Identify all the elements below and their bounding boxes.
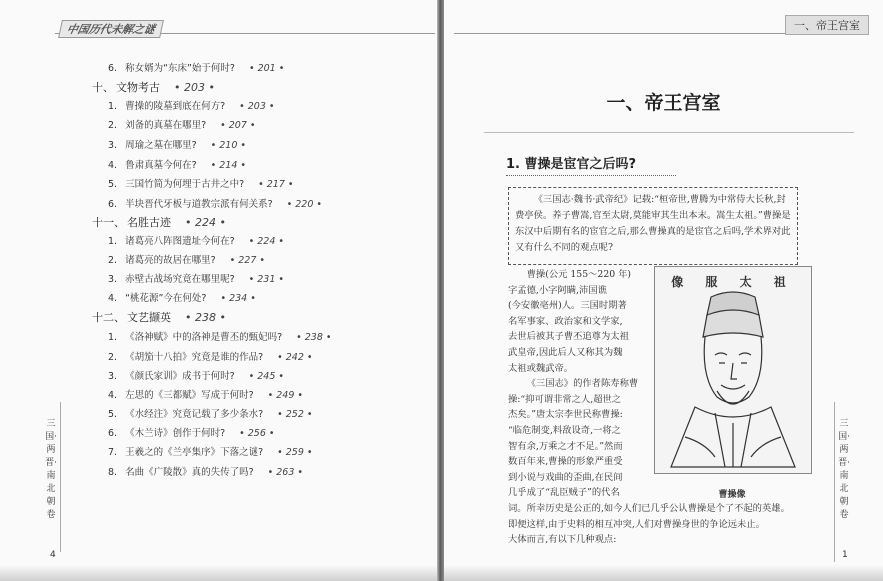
toc-page: • 252 • bbox=[277, 409, 313, 420]
toc-number: 1. bbox=[108, 332, 118, 343]
section-underline bbox=[506, 175, 676, 176]
running-title-right: 一、帝王宫室 bbox=[785, 15, 869, 35]
side-tab-left: 三国·两晋·南北朝卷 bbox=[45, 419, 57, 520]
toc-title: 文艺撷英 bbox=[127, 311, 171, 324]
toc-entry bbox=[108, 464, 303, 478]
toc-section bbox=[92, 214, 226, 230]
toc-entry bbox=[108, 271, 284, 285]
toc-title: 诸葛亮八阵图遗址今何在? bbox=[125, 236, 235, 247]
section-heading: 1. 曹操是宦官之后吗? bbox=[506, 157, 637, 172]
body-line: 大体而言,有以下几种观点: bbox=[508, 534, 617, 546]
toc-section bbox=[92, 309, 226, 325]
toc-title: 周瑜之墓在哪里? bbox=[125, 140, 197, 151]
book-spine bbox=[437, 0, 444, 581]
toc-number: 2. bbox=[108, 120, 118, 131]
right-page bbox=[444, 0, 883, 581]
toc-page: • 203 • bbox=[239, 101, 275, 112]
toc-page: • 207 • bbox=[220, 120, 256, 131]
portrait-caption: 曹操像 bbox=[718, 490, 746, 500]
toc-title: 王羲之的《兰亭集序》下落之谜? bbox=[125, 447, 264, 458]
toc-page: • 256 • bbox=[239, 428, 275, 439]
toc-page: • 224 • bbox=[248, 236, 285, 247]
body-line: 几乎成了“乱臣贼子”的代名 bbox=[508, 487, 620, 499]
toc-page: • 259 • bbox=[277, 447, 313, 458]
toc-number: 6. bbox=[108, 199, 118, 210]
toc-page: • 249 • bbox=[267, 390, 304, 401]
body-text-wide bbox=[508, 501, 858, 548]
toc-entry bbox=[108, 444, 313, 458]
toc-entry bbox=[108, 117, 256, 131]
toc-title: 《洛神赋》中的洛神是曹丕的甄妃吗? bbox=[125, 332, 283, 343]
toc-entry bbox=[108, 349, 313, 363]
toc-entry bbox=[108, 233, 284, 247]
toc-number: 5. bbox=[108, 179, 118, 190]
toc-number: 7. bbox=[108, 447, 118, 458]
toc-title: 三国竹简为何埋于古井之中? bbox=[125, 179, 245, 190]
page-edge-right bbox=[444, 565, 883, 581]
toc-number: 4. bbox=[108, 390, 118, 401]
side-tab-rule-right bbox=[834, 402, 835, 562]
body-line: 词。所幸历史是公正的,如今人们已几乎公认曹操是个了不起的英雄。 bbox=[508, 503, 790, 514]
toc-number: 十、 bbox=[92, 81, 114, 94]
body-line: 名军事家、政治家和文学家, bbox=[508, 315, 623, 327]
toc-title: 《水经注》究竟记载了多少条水? bbox=[125, 409, 264, 420]
toc-page: • 214 • bbox=[210, 160, 247, 171]
chapter-rule bbox=[484, 132, 854, 133]
toc-entry bbox=[108, 425, 275, 439]
toc-number: 3. bbox=[108, 371, 118, 382]
chapter-title: 一、帝王宫室 bbox=[606, 92, 721, 114]
toc-entry bbox=[108, 252, 265, 266]
body-line: 杰矣。”唐太宗李世民称曹操: bbox=[508, 409, 623, 421]
toc-page: • 263 • bbox=[267, 467, 304, 478]
body-text-column bbox=[508, 267, 654, 501]
toc-number: 十一、 bbox=[92, 216, 125, 229]
portrait-title: 像 服 太 祖 bbox=[671, 275, 795, 289]
toc-title: 《木兰诗》创作于何时? bbox=[125, 428, 226, 439]
toc-number: 2. bbox=[108, 352, 118, 363]
toc-title: “桃花源”今在何处? bbox=[125, 293, 207, 304]
toc-page: • 203 • bbox=[174, 81, 215, 94]
toc-number: 十二、 bbox=[92, 311, 125, 324]
toc-title: 称女婿为“东床”始于何时? bbox=[125, 63, 235, 74]
side-tab-right: 三国·两晋·南北朝卷 bbox=[838, 419, 850, 520]
page-number-right: 1 bbox=[842, 550, 848, 560]
body-line: 操:“抑可谓非常之人,超世之 bbox=[508, 393, 622, 405]
page-edge-left bbox=[0, 565, 437, 581]
toc-section bbox=[92, 79, 215, 95]
intro-quote-box: 《三国志·魏书·武帝纪》记载:“桓帝世,曹腾为中常侍大长秋,封费亭侯。养子曹嵩,官至太尉,莫能审其生出本末。嵩生太祖。”曹操是东汉中后期有名的宦官之后,那么曹操真的是宦官之后吗,学术界对此又有什么不同的观点呢? bbox=[508, 187, 798, 265]
toc-page: • 242 • bbox=[277, 352, 313, 363]
toc-entry bbox=[108, 157, 246, 171]
toc-entry bbox=[108, 329, 332, 343]
toc-title: 名曲《广陵散》真的失传了吗? bbox=[125, 467, 254, 478]
portrait-drawing bbox=[655, 267, 811, 473]
toc-number: 2. bbox=[108, 255, 118, 266]
toc-number: 4. bbox=[108, 160, 118, 171]
page-number-left: 4 bbox=[50, 550, 56, 560]
toc-page: • 220 • bbox=[286, 199, 323, 210]
toc-number: 1. bbox=[108, 236, 118, 247]
toc-number: 4. bbox=[108, 293, 118, 304]
toc-title: 名胜古迹 bbox=[127, 216, 171, 229]
body-line: 智有余,万乘之才不足。”然而 bbox=[508, 440, 623, 452]
toc-page: • 201 • bbox=[248, 63, 285, 74]
toc-entry bbox=[108, 137, 246, 151]
toc-number: 3. bbox=[108, 140, 118, 151]
toc-title: 《胡笳十八拍》究竟是谁的作品? bbox=[125, 352, 264, 363]
toc-title: 赤壁古战场究竟在哪里呢? bbox=[125, 274, 235, 285]
body-line: 太祖或魏武帝。 bbox=[508, 362, 574, 374]
header-rule bbox=[454, 33, 837, 34]
toc-title: 鲁肃真墓今何在? bbox=[125, 160, 197, 171]
toc-number: 1. bbox=[108, 101, 118, 112]
running-title-left: 中国历代未解之谜 bbox=[58, 20, 164, 38]
toc-page: • 210 • bbox=[210, 140, 247, 151]
toc-page: • 238 • bbox=[185, 311, 226, 324]
toc-title: 曹操的陵墓到底在何方? bbox=[125, 101, 226, 112]
side-tab-rule bbox=[60, 402, 61, 552]
body-line: 曹操(公元 155～220 年) bbox=[526, 269, 632, 280]
toc-page: • 227 • bbox=[229, 255, 266, 266]
body-line: (今安徽亳州)人。三国时期著 bbox=[508, 300, 627, 312]
body-line: 武皇帝,因此后人又称其为魏 bbox=[508, 346, 623, 358]
toc-entry bbox=[108, 60, 284, 74]
toc-entry bbox=[108, 176, 294, 190]
toc-page: • 224 • bbox=[185, 216, 226, 229]
toc-number: 5. bbox=[108, 409, 118, 420]
toc-number: 3. bbox=[108, 274, 118, 285]
toc-page: • 234 • bbox=[220, 293, 256, 304]
body-line: 《三国志》的作者陈寿称曹 bbox=[526, 378, 639, 390]
toc-title: 《颜氏家训》成书于何时? bbox=[125, 371, 235, 382]
toc-title: 左思的《三都赋》写成于何时? bbox=[125, 390, 254, 401]
body-line: 字孟德,小字阿瞒,沛国谯 bbox=[508, 284, 607, 296]
toc-page: • 245 • bbox=[248, 371, 285, 382]
toc-page: • 217 • bbox=[258, 179, 294, 190]
toc-title: 半块晋代牙板与道教宗派有何关系? bbox=[125, 199, 273, 210]
body-line: 到小说与戏曲的歪曲,在民间 bbox=[508, 471, 623, 483]
toc-entry bbox=[108, 368, 284, 382]
toc-title: 文物考古 bbox=[116, 81, 160, 94]
toc-entry bbox=[108, 98, 275, 112]
toc-entry bbox=[108, 406, 313, 420]
toc-page: • 238 • bbox=[296, 332, 332, 343]
portrait-illustration bbox=[654, 266, 812, 474]
toc-title: 刘备的真墓在哪里? bbox=[125, 120, 207, 131]
body-line: 即便这样,由于史料的相互冲突,人们对曹操身世的争论远未止。 bbox=[508, 518, 765, 530]
toc-entry bbox=[108, 196, 322, 210]
toc-number: 6. bbox=[108, 428, 118, 439]
toc-entry bbox=[108, 387, 303, 401]
body-line: 去世后被其子曹丕追尊为太祖 bbox=[508, 331, 629, 343]
toc-number: 8. bbox=[108, 467, 118, 478]
toc-entry bbox=[108, 290, 256, 304]
left-page bbox=[0, 0, 437, 581]
toc-title: 诸葛亮的故居在哪里? bbox=[125, 255, 216, 266]
toc-page: • 231 • bbox=[248, 274, 285, 285]
body-line: “临危制变,料敌设奇,一将之 bbox=[508, 424, 621, 436]
toc-number: 6. bbox=[108, 63, 118, 74]
body-line: 数百年来,曹操的形象严重受 bbox=[508, 456, 623, 468]
